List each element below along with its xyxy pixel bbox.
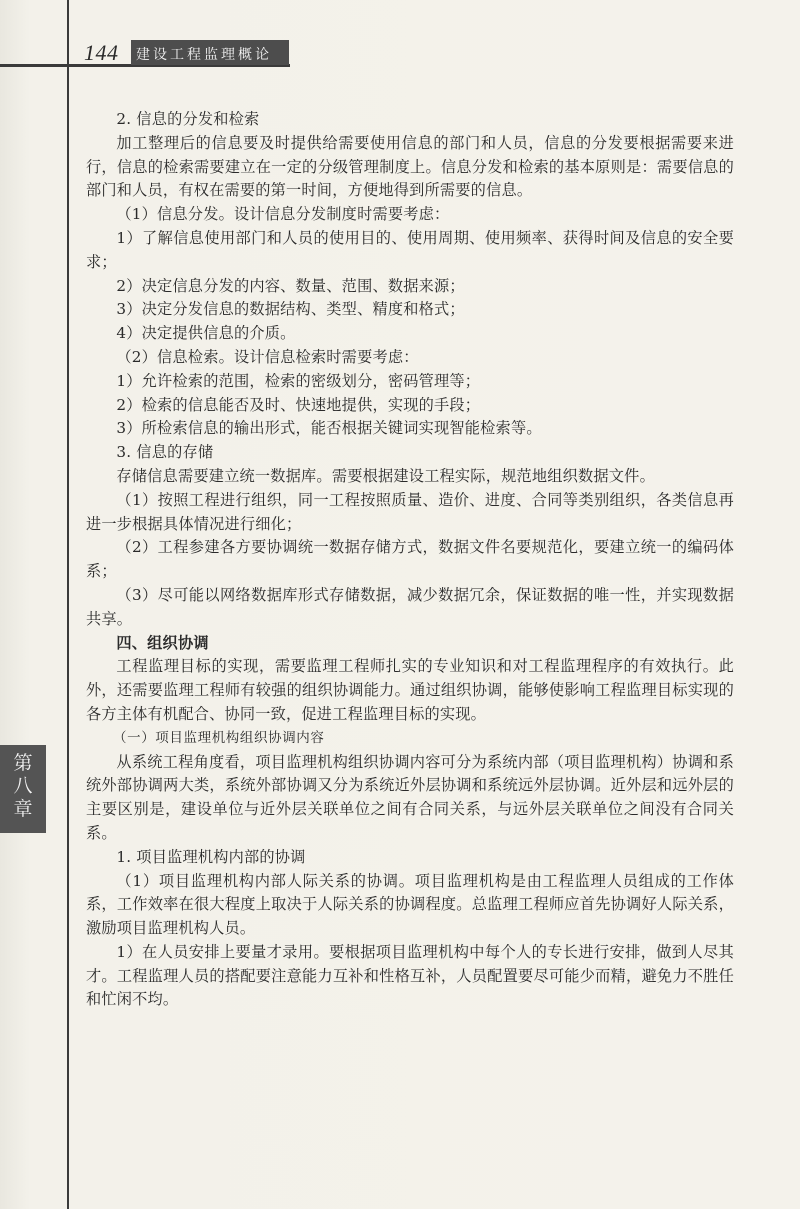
- list-item: 3）决定分发信息的数据结构、类型、精度和格式；: [116, 300, 465, 319]
- list-item: 1）了解信息使用部门和人员的使用目的、使用周期、使用频率、获得时间及信息的安全要求；: [86, 228, 734, 271]
- paragraph: 加工整理后的信息要及时提供给需要使用信息的部门和人员，信息的分发要根据需要来进行，信息的检索需要建立在一定的分级管理制度上。信息分发和检索的基本原则是：需要信息的部门和人员，有权在需要的第一时间，方便地得到所需要的信息。: [86, 133, 734, 200]
- list-item: 2）检索的信息能否及时、快速地提供，实现的手段；: [116, 395, 481, 414]
- list-item: （2）工程参建各方要协调统一数据存储方式，数据文件名要规范化，要建立统一的编码体系；: [86, 538, 734, 581]
- section-heading: 3. 信息的存储: [116, 443, 214, 462]
- body-text: [86, 108, 734, 1012]
- paragraph: 从系统工程角度看，项目监理机构组织协调内容可分为系统内部（项目监理机构）协调和系统外部协调两大类，系统外部协调又分为系统近外层协调和系统远外层协调。近外层和远外层的主要区别是，建设单位与近外层关联单位之间有合同关系，与远外层关联单位之间没有合同关系。: [86, 752, 734, 842]
- paragraph: 存储信息需要建立统一数据库。需要根据建设工程实际，规范地组织数据文件。: [116, 466, 655, 485]
- paragraph: 1）在人员安排上要量才录用。要根据项目监理机构中每个人的专长进行安排，做到人尽其才。工程监理人员的搭配要注意能力互补和性格互补，人员配置要尽可能少而精，避免力不胜任和忙闲不均。: [86, 942, 734, 1009]
- subsection-heading: （一）项目监理机构组织协调内容: [113, 729, 325, 746]
- paragraph: 工程监理目标的实现，需要监理工程师扎实的专业知识和对工程监理程序的有效执行。此外，还需要监理工程师有较强的组织协调能力。通过组织协调，能够使影响工程监理目标实现的各方主体有机配合、协同一致，促进工程监理目标的实现。: [86, 657, 734, 723]
- list-item: （3）尽可能以网络数据库形式存储数据，减少数据冗余，保证数据的唯一性，并实现数据共享。: [86, 585, 734, 628]
- list-item: （1）信息分发。设计信息分发制度时需要考虑：: [116, 205, 450, 224]
- chapter-tab-label: 第八章: [13, 752, 33, 820]
- list-item: 2）决定信息分发的内容、数量、范围、数据来源；: [116, 276, 465, 295]
- list-item: 1）允许检索的范围，检索的密级划分，密码管理等；: [116, 371, 481, 390]
- list-item: （2）信息检索。设计信息检索时需要考虑：: [116, 347, 419, 366]
- page-margin-line: [67, 0, 69, 1209]
- paragraph: （1）项目监理机构内部人际关系的协调。项目监理机构是由工程监理人员组成的工作体系，工作效率在很大程度上取决于人际关系的协调程度。总监理工程师应首先协调好人际关系，激励项目监理机构人员。: [86, 871, 734, 938]
- section-heading: 2. 信息的分发和检索: [116, 110, 260, 128]
- section-heading: 1. 项目监理机构内部的协调: [116, 847, 306, 866]
- page-number: 144: [84, 40, 119, 65]
- list-item: 4）决定提供信息的介质。: [116, 324, 296, 343]
- list-item: 3）所检索信息的输出形式，能否根据关键词实现智能检索等。: [116, 419, 542, 438]
- section-heading: 四、组织协调: [116, 633, 209, 652]
- list-item: （1）按照工程进行组织，同一工程按照质量、造价、进度、合同等类别组织，各类信息再进一步根据具体情况进行细化；: [86, 490, 734, 533]
- running-header-title: 建设工程监理概论: [136, 47, 272, 63]
